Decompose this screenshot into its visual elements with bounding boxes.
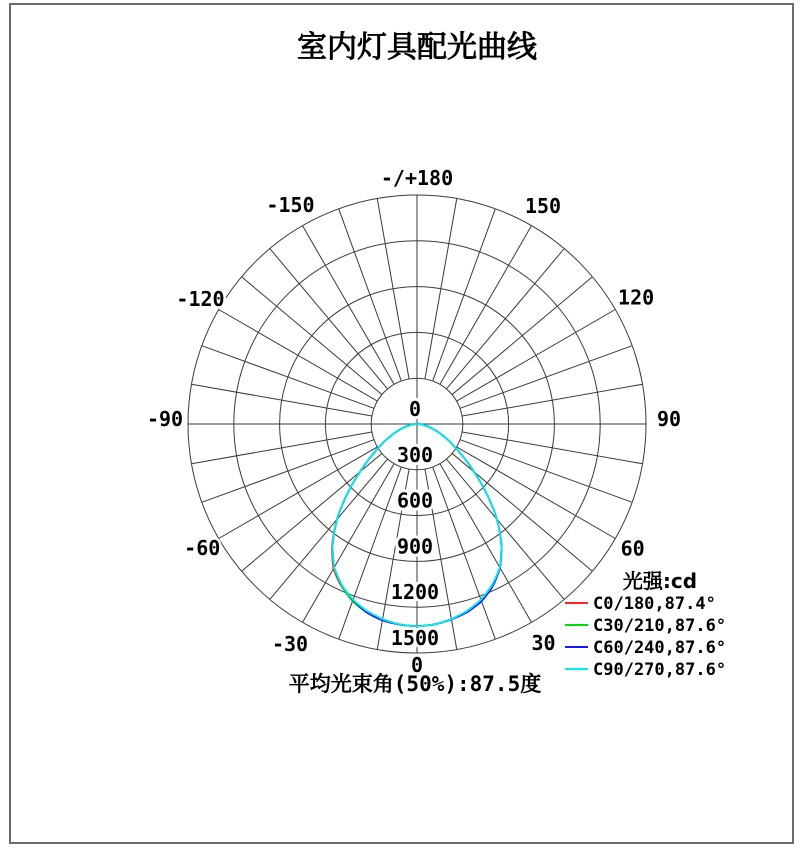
legend-entry-label: C90/270,87.6°: [593, 660, 727, 680]
ring-value-label: 1500: [390, 626, 440, 650]
angle-label-120: 120: [618, 285, 655, 310]
legend-entry-label: C0/180,87.4°: [593, 594, 716, 614]
angle-label-150: 150: [524, 193, 562, 218]
avg-beam-angle-text: 平均光束角(50%):87.5度: [288, 672, 542, 696]
angle-label-0: 0: [410, 653, 424, 677]
chart-title: 室内灯具配光曲线: [297, 30, 537, 65]
legend-entry-label: C30/210,87.6°: [593, 616, 727, 636]
angle-label--60: -60: [184, 536, 221, 560]
angle-label--120: -120: [176, 287, 225, 311]
angle-label-60: 60: [620, 536, 645, 561]
ring-value-label: 1200: [390, 580, 440, 605]
angle-label--150: -150: [266, 192, 315, 217]
ring-value-label: 0: [408, 397, 422, 421]
angle-label-90: 90: [656, 407, 682, 431]
legend-title: 光强:cd: [622, 569, 698, 593]
angle-label-30: 30: [531, 631, 556, 656]
ring-value-label: 900: [396, 534, 434, 559]
legend-entry-label: C60/240,87.6°: [593, 638, 727, 658]
ring-value-label: 600: [396, 488, 434, 513]
angle-label--30: -30: [271, 631, 309, 656]
angle-label-180: -/+180: [380, 166, 454, 190]
angle-label--90: -90: [146, 407, 184, 431]
ring-value-label: 300: [396, 442, 434, 467]
